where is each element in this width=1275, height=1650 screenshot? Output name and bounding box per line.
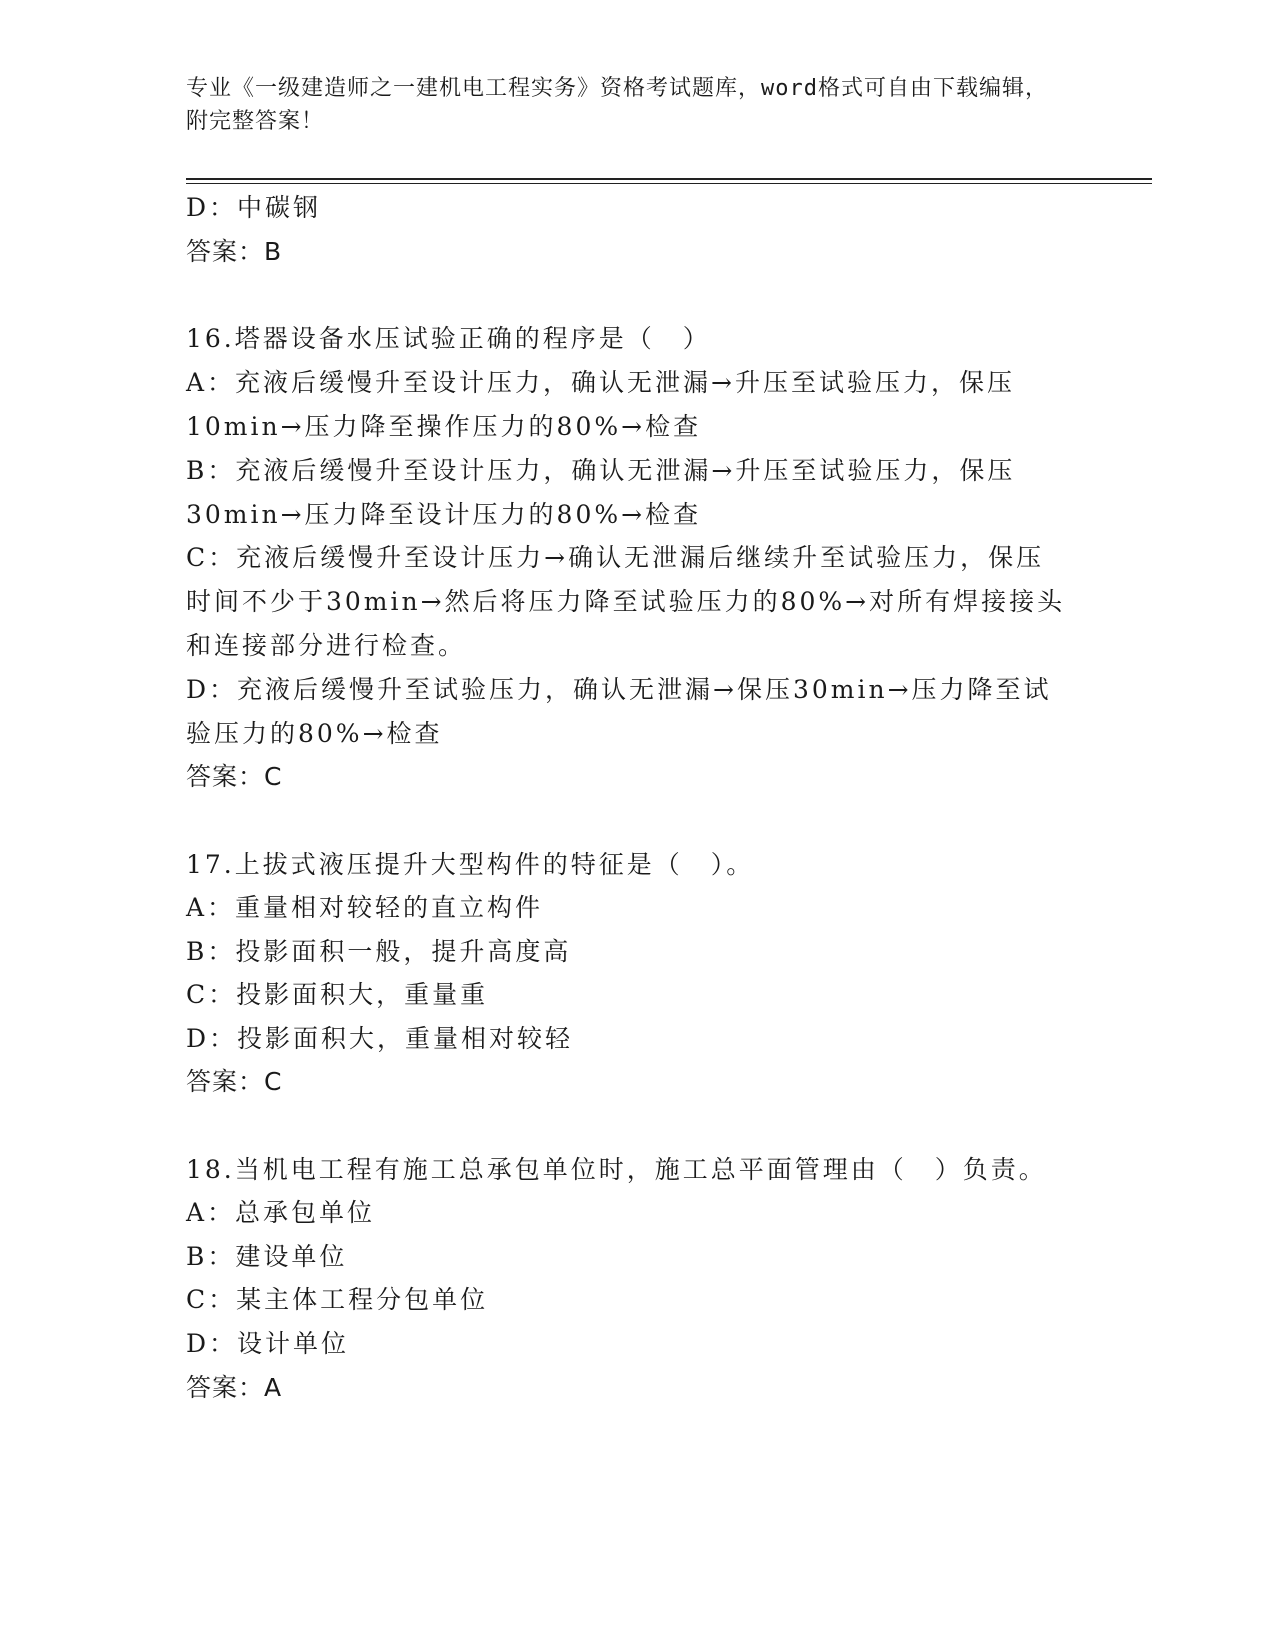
q17-option-c: C：投影面积大，重量重 bbox=[186, 980, 489, 1009]
q18-option-c: C：某主体工程分包单位 bbox=[186, 1285, 489, 1314]
header-rule-thin bbox=[186, 183, 1152, 184]
q18-answer: 答案：A bbox=[186, 1373, 283, 1402]
q16-option-c-line2: 时间不少于30min→然后将压力降至试验压力的80%→对所有焊接接头 bbox=[186, 587, 1066, 616]
q16-option-d-line2: 验压力的80%→检查 bbox=[186, 719, 443, 748]
q16-option-b-line1: B：充液后缓慢升至设计压力，确认无泄漏→升压至试验压力，保压 bbox=[186, 456, 1016, 485]
q16-question: 16.塔器设备水压试验正确的程序是（ ） bbox=[186, 324, 711, 353]
q17-question: 17.上拔式液压提升大型构件的特征是（ ）。 bbox=[186, 850, 755, 879]
q18-option-b: B：建设单位 bbox=[186, 1242, 348, 1271]
q16-option-d-line1: D：充液后缓慢升至试验压力，确认无泄漏→保压30min→压力降至试 bbox=[186, 675, 1052, 704]
q16-option-c-line3: 和连接部分进行检查。 bbox=[186, 631, 467, 660]
q16-option-a-line1: A：充液后缓慢升至设计压力，确认无泄漏→升压至试验压力，保压 bbox=[186, 368, 1016, 397]
q16-option-b-line2: 30min→压力降至设计压力的80%→检查 bbox=[186, 500, 702, 529]
q15-option-d: D：中碳钢 bbox=[186, 193, 322, 222]
q16-answer: 答案：C bbox=[186, 762, 283, 791]
q16-option-c-line1: C：充液后缓慢升至设计压力→确认无泄漏后继续升至试验压力，保压 bbox=[186, 543, 1045, 572]
q17-option-b: B：投影面积一般，提升高度高 bbox=[186, 937, 572, 966]
q17-option-a: A：重量相对较轻的直立构件 bbox=[186, 893, 544, 922]
document-header: 专业《一级建造师之一建机电工程实务》资格考试题库，word格式可自由下载编辑，附完整答案！ bbox=[186, 76, 1048, 134]
q18-option-d: D：设计单位 bbox=[186, 1329, 350, 1358]
q15-answer: 答案：B bbox=[186, 237, 283, 266]
q17-option-d: D：投影面积大，重量相对较轻 bbox=[186, 1024, 574, 1053]
q18-option-a: A：总承包单位 bbox=[186, 1198, 376, 1227]
q16-option-a-line2: 10min→压力降至操作压力的80%→检查 bbox=[186, 412, 702, 441]
q18-question: 18.当机电工程有施工总承包单位时，施工总平面管理由（ ）负责。 bbox=[186, 1155, 1047, 1184]
header-rule-thick bbox=[186, 178, 1152, 180]
q17-answer: 答案：C bbox=[186, 1067, 283, 1096]
